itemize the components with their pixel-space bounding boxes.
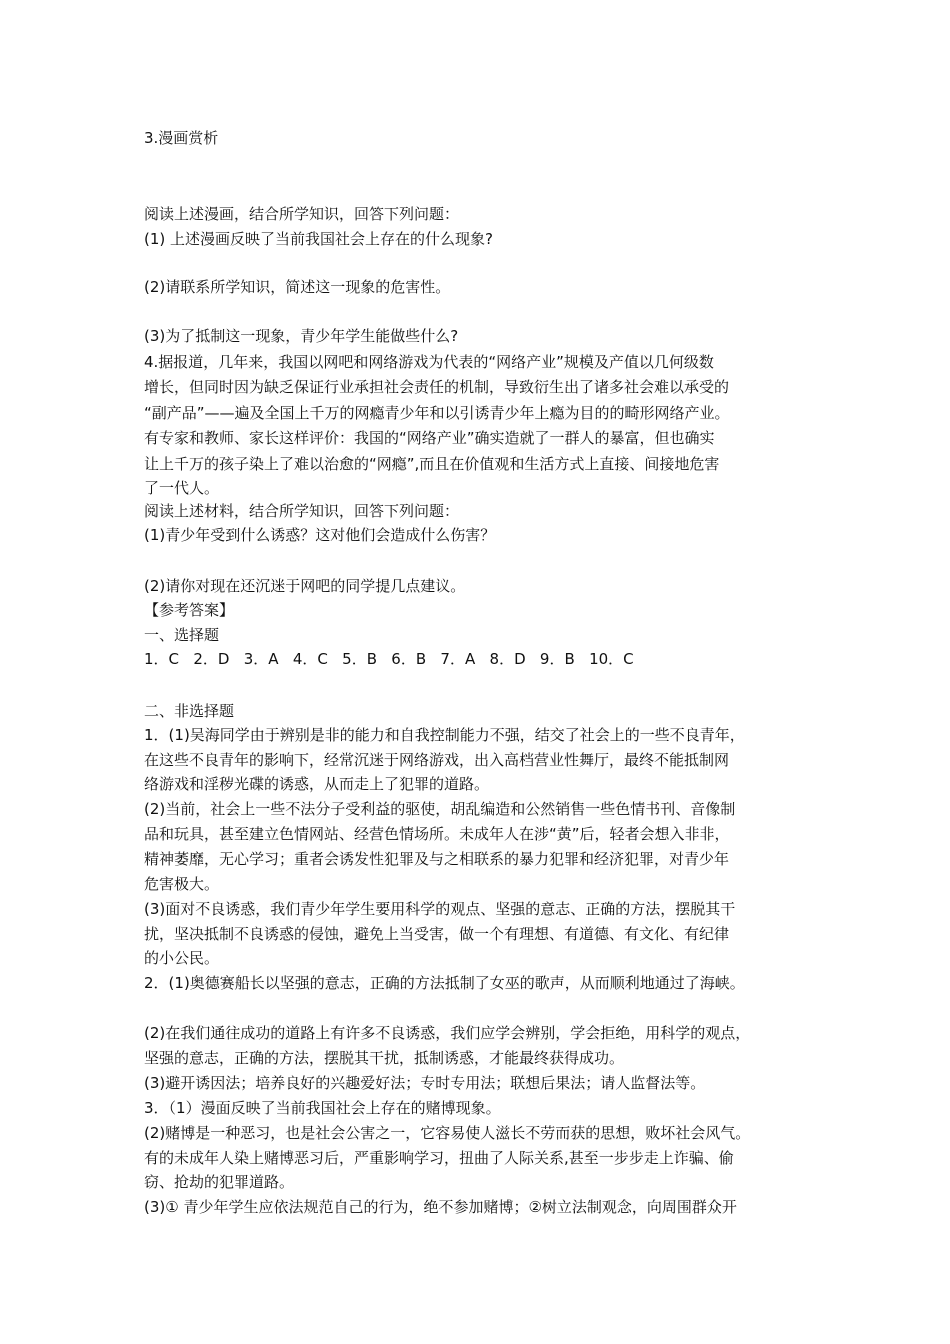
q3-part-2: (2)请联系所学知识，简述这一现象的危害性。 [144,278,451,296]
reference-answer-title: 【参考答案】 [144,601,235,619]
q4-part-2: (2)请你对现在还沉迷于网吧的同学提几点建议。 [144,577,466,595]
nonchoice-section-title: 二、非选择题 [144,702,235,720]
answer-line: 1．(1)吴海同学由于辨别是非的能力和自我控制能力不强，结交了社会上的一些不良青年， [144,726,745,744]
answer-line: 精神萎靡，无心学习；重者会诱发性犯罪及与之相联系的暴力犯罪和经济犯罪，对青少年 [144,850,730,868]
q4-part-1: (1)青少年受到什么诱惑？这对他们会造成什么伤害？ [144,526,496,544]
q4-intro: 阅读上述材料，结合所学知识，回答下列问题： [144,502,460,520]
answer-line: (3)面对不良诱惑，我们青少年学生要用科学的观点、坚强的意志、正确的方法，摆脱其干 [144,900,736,918]
answer-line: 窃、抢劫的犯罪道路。 [144,1173,295,1191]
answer-line: 有的未成年人染上赌博恶习后，严重影响学习，扭曲了人际关系,甚至一步步走上诈骗、偷 [144,1149,734,1167]
answer-line: 危害极大。 [144,875,220,893]
q4-line: “副产品”——遍及全国上千万的网瘾青少年和以引诱青少年上瘾为目的的畸形网络产业。 [144,404,730,422]
q4-line: 有专家和教师、家长这样评价：我国的“网络产业”确实造就了一群人的暴富，但也确实 [144,429,715,447]
answer-line: 扰，坚决抵制不良诱惑的侵蚀，避免上当受害，做一个有理想、有道德、有文化、有纪律 [144,925,730,943]
answer-line: 2．(1)奥德赛船长以坚强的意志，正确的方法抵制了女巫的歌声，从而顺利地通过了海峡。 [144,974,745,992]
q4-line: 4.据报道，几年来，我国以网吧和网络游戏为代表的“网络产业”规模及产值以几何级数 [144,353,714,371]
section-3-title: 3.漫画赏析 [144,129,219,147]
choice-section-title: 一、选择题 [144,626,220,644]
q4-line: 了一代人。 [144,479,220,497]
answer-line: 络游戏和淫秽光碟的诱惑，从而走上了犯罪的道路。 [144,775,490,793]
q3-part-1: (1) 上述漫画反映了当前我国社会上存在的什么现象? [144,230,493,248]
answer-line: 3．（1）漫面反映了当前我国社会上存在的赌博现象。 [144,1099,501,1117]
answer-line: (2)赌博是一种恶习，也是社会公害之一，它容易使人滋长不劳而获的思想，败坏社会风气。 [144,1124,751,1142]
q3-intro: 阅读上述漫画，结合所学知识，回答下列问题： [144,205,460,223]
answer-line: 的小公民。 [144,949,220,967]
answer-line: 品和玩具，甚至建立色情网站、经营色情场所。未成年人在涉“黄”后，轻者会想入非非， [144,825,730,843]
answer-line: (3)避开诱因法；培养良好的兴趣爱好法；专时专用法；联想后果法；请人监督法等。 [144,1074,706,1092]
answer-line: (2)当前，社会上一些不法分子受利益的驱使，胡乱编造和公然销售一些色情书刊、音像制 [144,800,736,818]
answer-line: 坚强的意志，正确的方法，摆脱其干扰，抵制诱惑，才能最终获得成功。 [144,1049,625,1067]
q4-line: 增长，但同时因为缺乏保证行业承担社会责任的机制，导致衍生出了诸多社会难以承受的 [144,378,730,396]
q4-line: 让上千万的孩子染上了难以治愈的“网瘾”,而且在价值观和生活方式上直接、间接地危害 [144,455,720,473]
answer-line: 在这些不良青年的影响下，经常沉迷于网络游戏，出入高档营业性舞厅，最终不能抵制网 [144,751,730,769]
choice-answers: 1．C 2．D 3．A 4．C 5．B 6．B 7．A 8．D 9．B 10．C [144,650,634,668]
q3-part-3: (3)为了抵制这一现象，青少年学生能做些什么? [144,327,459,345]
answer-line: (3)① 青少年学生应依法规范自己的行为，绝不参加赌博；②树立法制观念，向周围群众开 [144,1198,737,1216]
answer-line: (2)在我们通往成功的道路上有许多不良诱惑，我们应学会辨别，学会拒绝，用科学的观点， [144,1024,751,1042]
